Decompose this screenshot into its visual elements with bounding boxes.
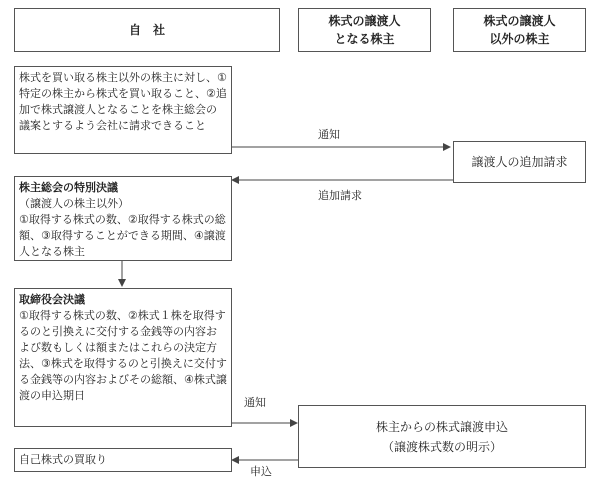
header-company-label: 自 社 <box>128 23 165 37</box>
header-transferee-line1: 株式の譲渡人 <box>328 14 401 28</box>
request-right-box <box>14 66 232 154</box>
board-resolution-box <box>14 288 232 427</box>
request-right-text: 株式を買い取る株主以外の株主に対し、①特定の株主から株式を買い取ること、②追加で株式譲渡人となることを株主総会の議案とするよう会社に請求できること <box>19 71 227 132</box>
general-meeting-title-note: （譲渡人の株主以外） <box>19 197 129 210</box>
buyback-box <box>14 448 232 472</box>
buyback-text: 自己株式の買取り <box>19 453 107 466</box>
general-meeting-title: 株主総会の特別決議 <box>19 181 118 194</box>
header-other-line2: 以外の株主 <box>489 32 550 46</box>
general-meeting-box <box>14 176 232 261</box>
general-meeting-body: ①取得する株式の数、②取得する株式の総額、③取得することができる期間、④譲渡人となる株主 <box>19 213 226 258</box>
additional-request-text: 譲渡人の追加請求 <box>471 155 568 169</box>
general-meeting-heading <box>19 180 227 212</box>
board-resolution-body: ①取得する株式の数、②株式１株を取得するのと引換えに交付する金銭等の内容および数もしくは額またはこれらの決定方法、③株式を取得するのと引換えに交付する金銭等の内容およびその総額、④株式譲渡の申込期日 <box>19 309 227 402</box>
header-transferee-line2: となる株主 <box>334 32 395 46</box>
label-apply: 申込 <box>250 465 272 478</box>
label-notice1: 通知 <box>318 128 340 141</box>
board-resolution-title: 取締役会決議 <box>19 293 85 306</box>
label-notice2: 通知 <box>244 396 266 409</box>
header-other-line1: 株式の譲渡人 <box>483 14 556 28</box>
application-line2: （譲渡株式数の明示） <box>381 439 502 454</box>
application-box <box>298 405 586 468</box>
additional-request-box <box>453 141 586 183</box>
application-line1: 株主からの株式譲渡申込 <box>375 419 508 434</box>
label-additional-request: 追加請求 <box>318 189 362 202</box>
